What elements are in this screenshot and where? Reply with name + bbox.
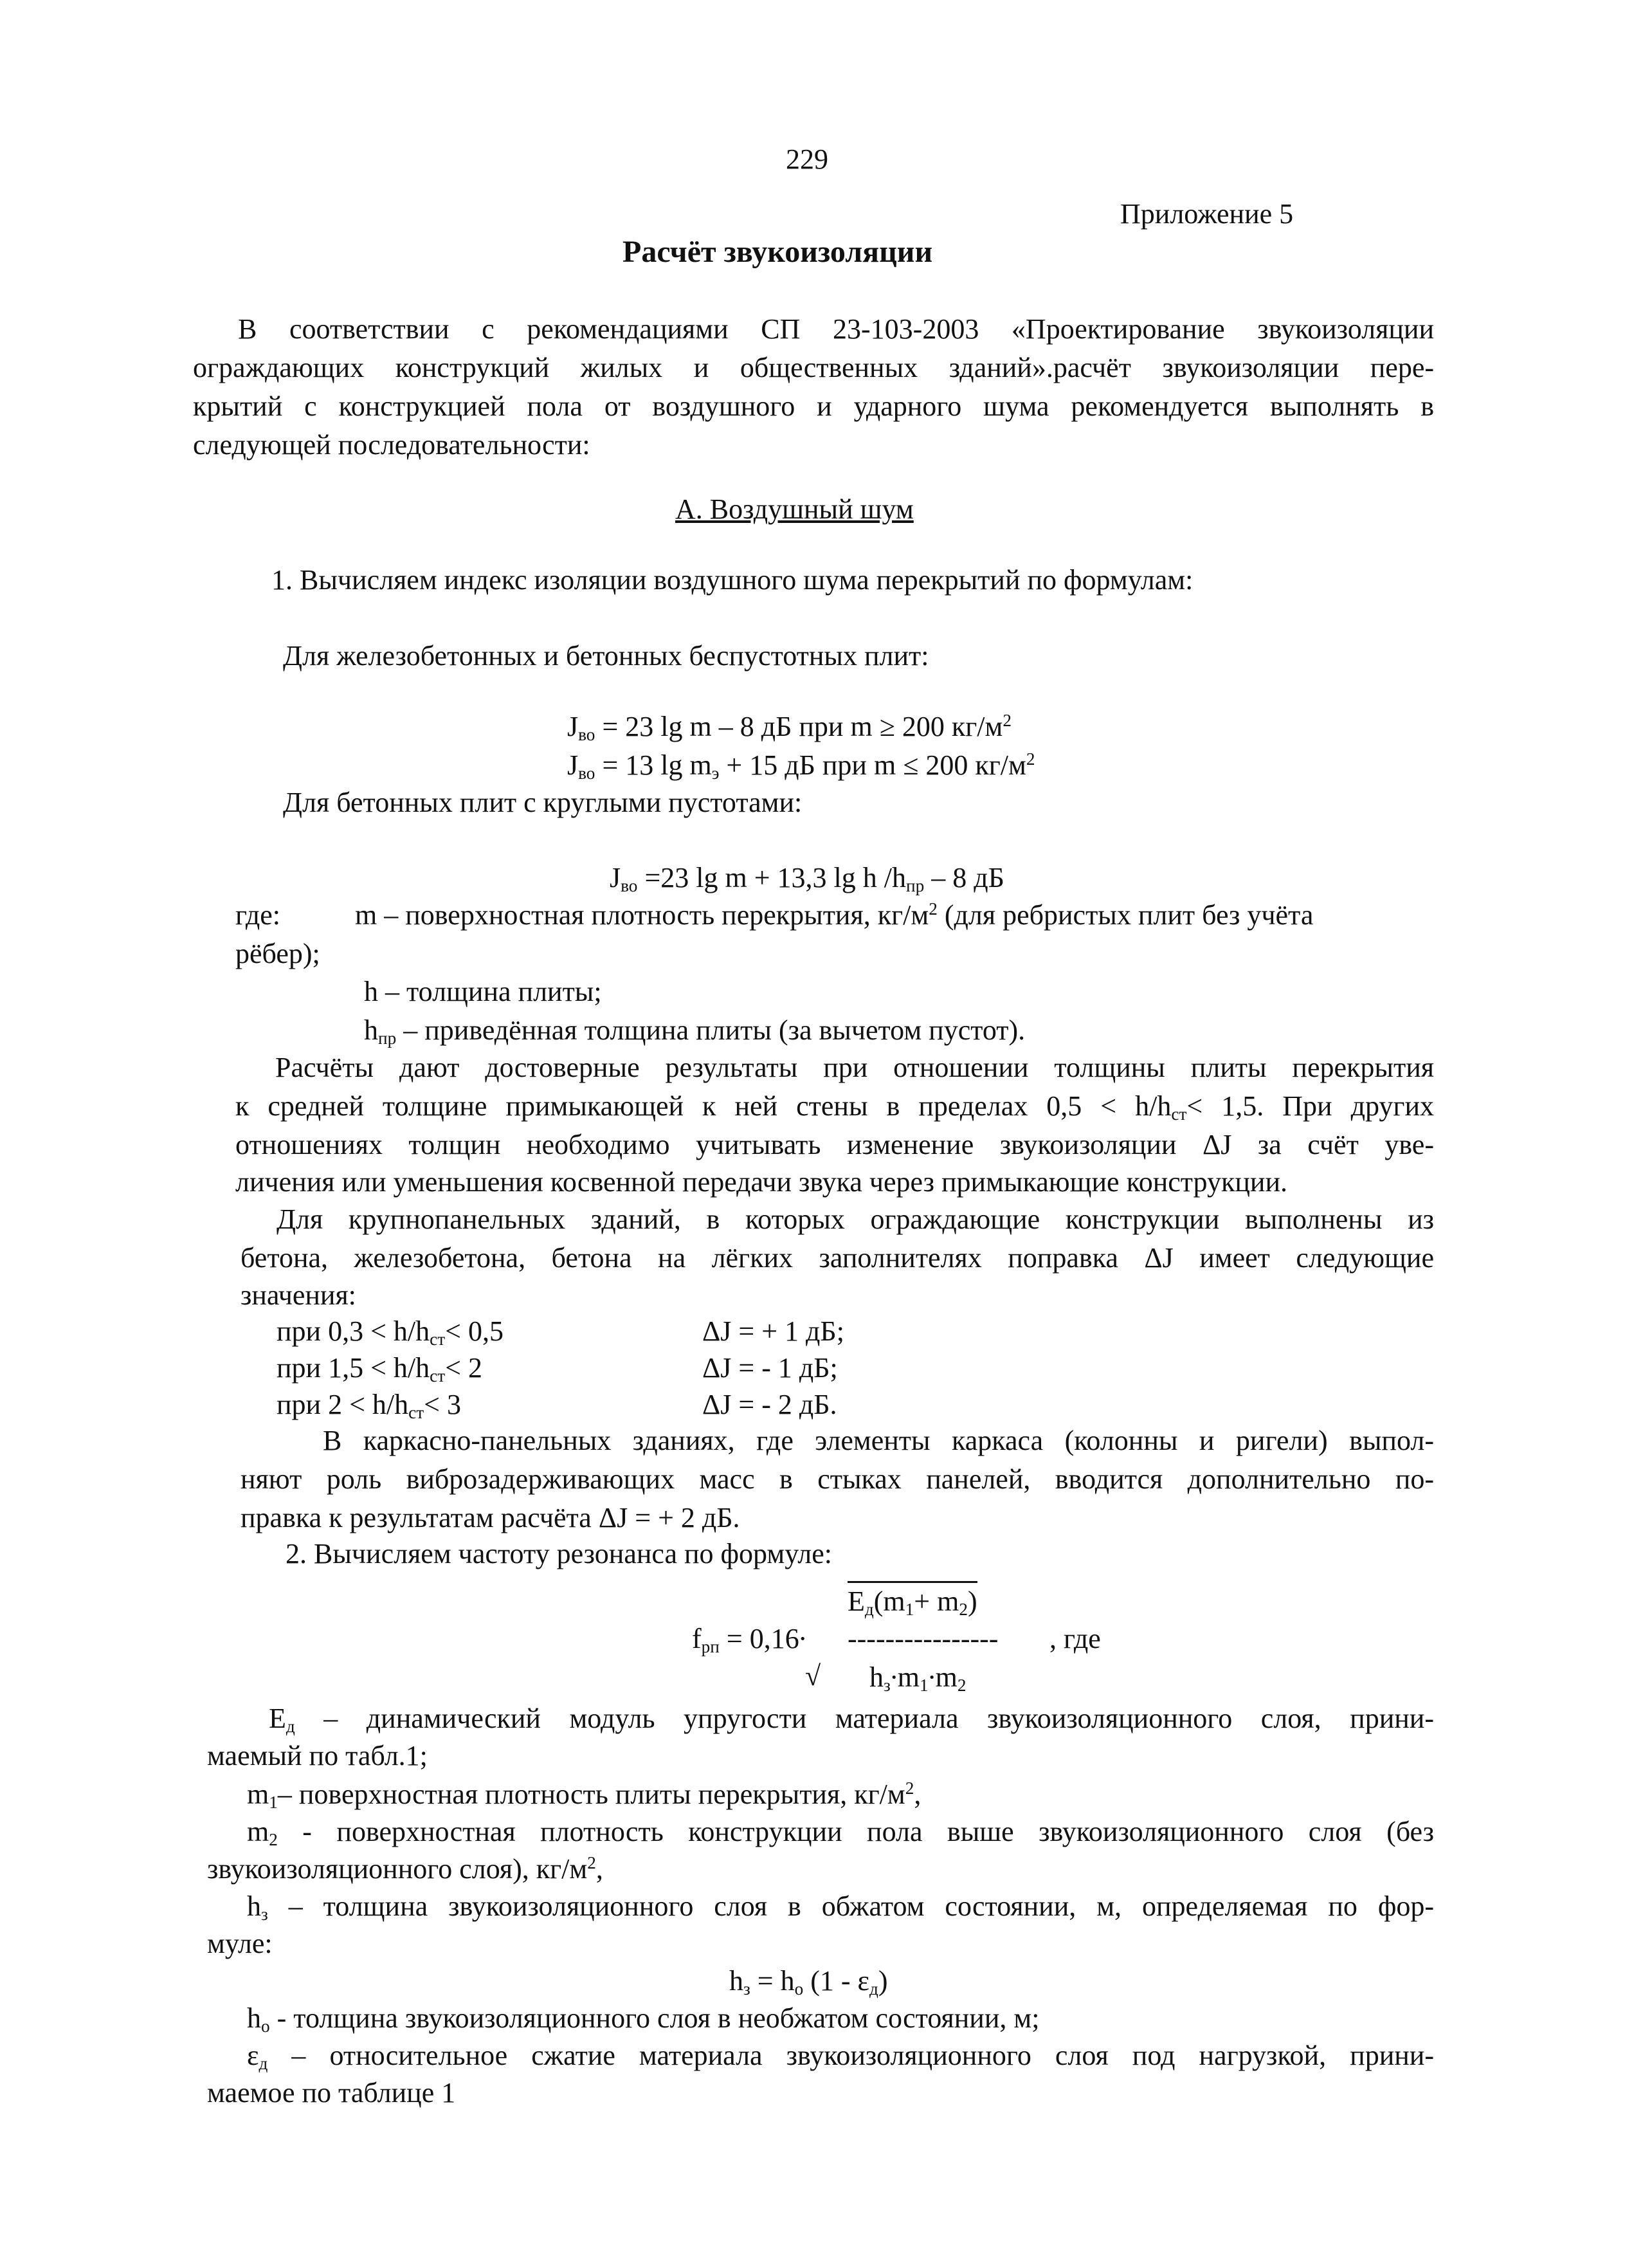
correction-value: ΔJ = - 1 дБ;	[702, 1352, 838, 1384]
formula-lhs: $f_{рп} = 0,16\cdot$	[692, 1623, 806, 1656]
text-line: звукоизоляционного слоя), $кг/м^2$,	[207, 1853, 603, 1885]
text-line: крытий с конструкцией пола от воздушного и ударного шума рекомендуется выполнять в	[193, 390, 1434, 422]
formula-fraction-line: ----------------	[848, 1623, 999, 1654]
text-line: личения или уменьшения косвенной передачи звука через примыкающие конструкции.	[235, 1166, 1287, 1198]
text-line: бетона, железобетона, бетона на лёгких заполнителях поправка ΔJ имеет следующие	[241, 1242, 1434, 1274]
text-line: правка к результатам расчёта ΔJ = + 2 дБ.	[241, 1502, 740, 1533]
text-line: муле:	[207, 1928, 273, 1959]
correction-condition: при $2 < h/h_{ст}< 3$	[277, 1389, 461, 1422]
step-1: 1. Вычисляем индекс изоляции воздушного шума перекрытий по формулам:	[271, 564, 1194, 596]
formula-tail: , где	[1049, 1623, 1101, 1654]
where-label: где:	[235, 899, 280, 931]
formula-2: $J_{во} = 13$ $\lg m_э + 15$ дБ при m ≤ 200 $кг/м^2$	[567, 749, 1035, 783]
def-h: h – толщина плиты;	[364, 976, 602, 1007]
def-ed: $Е_д$ – динамический модуль упругости материала звукоизоляционного слоя, прини-	[269, 1703, 1434, 1736]
page-number: 229	[786, 143, 828, 175]
text-line: ограждающих конструкций жилых и общественных зданий».расчёт звукоизоляции пере-	[193, 352, 1434, 383]
def-m2: $m_2$ - поверхностная плотность конструкции пола выше звукоизоляционного слоя (без	[247, 1816, 1434, 1849]
formula-1: $J_{во} = 23$ lg m – 8 дБ при m ≥ 200 $кг/м^2$	[567, 711, 1012, 744]
def-hpr: $h_{пр}$ – приведённая толщина плиты (за вычетом пустот).	[364, 1014, 1026, 1048]
formula-numerator: $E_д(m_1+ m_2)$	[848, 1582, 977, 1621]
text-line: Для крупнопанельных зданий, в которых ограждающие конструкции выполнены из	[277, 1203, 1434, 1235]
formula-denominator: $h_з\cdot m_1\cdot m_2$	[869, 1661, 967, 1695]
text-line: рёбер);	[235, 938, 320, 969]
text-line: следующей последовательности:	[193, 429, 590, 461]
text-line: маемый по табл.1;	[207, 1740, 428, 1771]
text-line: к средней толщине примыкающей к ней стены в пределах $0,5 < h/h_{ст}< 1,5$. При других	[235, 1090, 1434, 1124]
sqrt-symbol: √	[805, 1660, 821, 1692]
solid-slabs-label: Для железобетонных и бетонных беспустотных плит:	[283, 640, 929, 672]
step-2: 2. Вычисляем частоту резонанса по формуле:	[286, 1538, 833, 1569]
text-line: В соответствии с рекомендациями СП 23-103-2003 «Проектирование звукоизоляции	[238, 313, 1434, 345]
def-h0: $h_о$ - толщина звукоизоляционного слоя в необжатом состоянии, м;	[247, 2002, 1040, 2036]
text-line: маемое по таблице 1	[207, 2077, 456, 2108]
def-m1: $m_1-$ поверхностная плотность плиты перекрытия, $кг/м^2$,	[247, 1779, 921, 1812]
def-m: m – поверхностная плотность перекрытия, $кг/м^2$ (для ребристых плит без учёта	[355, 899, 1314, 931]
def-hz: $h_з$ – толщина звукоизоляционного слоя в обжатом состоянии, м, определяемая по фор-	[247, 1890, 1434, 1924]
correction-value: ΔJ = - 2 дБ.	[702, 1389, 837, 1420]
text-line: Расчёты дают достоверные результаты при отношении толщины плиты перекрытия	[275, 1052, 1434, 1083]
formula-3: $J_{во} =23$ lg m + 13,3 lg h $/h_{пр} - 8$ дБ	[610, 862, 1004, 895]
correction-condition: при $0,3 < h/h_{ст}< 0,5$	[277, 1315, 504, 1349]
text-line: няют роль виброзадерживающих масс в стыках панелей, вводится дополнительно по-	[241, 1463, 1434, 1495]
text-line: отношениях толщин необходимо учитывать изменение звукоизоляции ΔJ за счёт уве-	[235, 1129, 1434, 1160]
section-heading: А. Воздушный шум	[675, 493, 914, 525]
formula-hz: $h_з = h_о$ $(1 - \varepsilon_д)$	[729, 1965, 888, 1998]
correction-condition: при $1,5 < h/h_{ст}< 2$	[277, 1352, 482, 1385]
appendix-label: Приложение 5	[1120, 198, 1294, 230]
def-eps: $\varepsilon_д$ – относительное сжатие материала звукоизоляционного слоя под нагрузкой, прини-	[247, 2040, 1434, 2073]
hollow-slabs-label: Для бетонных плит с круглыми пустотами:	[283, 787, 803, 818]
correction-value: ΔJ = + 1 дБ;	[702, 1315, 844, 1347]
page-title: Расчёт звукоизоляции	[622, 235, 933, 269]
text-line: значения:	[241, 1279, 356, 1311]
text-line: В каркасно-панельных зданиях, где элементы каркаса (колонны и ригели) выпол-	[323, 1425, 1434, 1456]
